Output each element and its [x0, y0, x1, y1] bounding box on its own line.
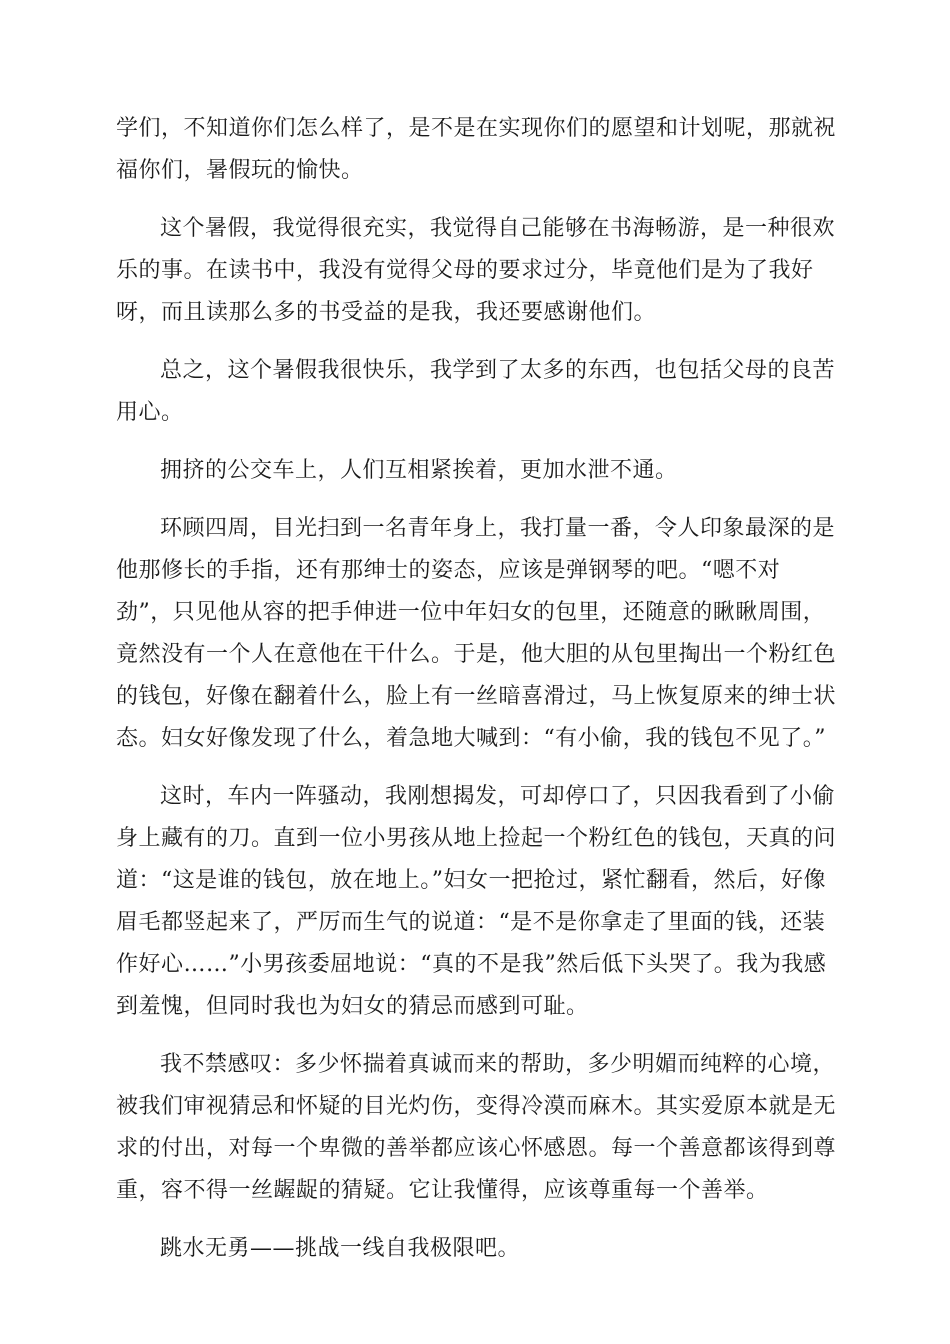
paragraph-7: 我不禁感叹：多少怀揣着真诚而来的帮助，多少明媚而纯粹的心境，被我们审视猜忌和怀疑的目光灼伤，变得冷漠而麻木。其实爱原本就是无求的付出，对每一个卑微的善举都应该心怀感恩。每一个善意都该得到尊重，容不得一丝龌龊的猜疑。它让我懂得，应该尊重每一个善举。	[116, 1052, 837, 1203]
paragraph-8: 跳水无勇——挑战一线自我极限吧。	[160, 1236, 521, 1261]
paragraph-6: 这时，车内一阵骚动，我刚想揭发，可却停口了，只因我看到了小偷身上藏有的刀。直到一位小男孩从地上捡起一个粉红色的钱包，天真的问道：“这是谁的钱包，放在地上。”妇女一把抢过，紧忙翻看，然后，好像眉毛都竖起来了，严厉而生气的说道：“是不是你拿走了里面的钱，还装作好心……”小男孩委屈地说：“真的不是我”然后低下头哭了。我为我感到羞愧，但同时我也为妇女的猜忌而感到可耻。	[116, 784, 837, 1019]
paragraph-2: 这个暑假，我觉得很充实，我觉得自己能够在书海畅游，是一种很欢乐的事。在读书中，我没有觉得父母的要求过分，毕竟他们是为了我好呀，而且读那么多的书受益的是我，我还要感谢他们。	[116, 216, 836, 325]
paragraph-3: 总之，这个暑假我很快乐，我学到了太多的东西，也包括父母的良苦用心。	[116, 358, 836, 425]
paragraph-1: 学们，不知道你们怎么样了，是不是在实现你们的愿望和计划呢，那就祝福你们，暑假玩的愉快。	[116, 116, 837, 183]
document-body	[116, 108, 836, 1286]
paragraph-4: 拥挤的公交车上，人们互相紧挨着，更加水泄不通。	[160, 458, 678, 483]
paragraph-5: 环顾四周，目光扫到一名青年身上，我打量一番，令人印象最深的是他那修长的手指，还有那绅士的姿态，应该是弹钢琴的吧。“嗯不对劲”，只见他从容的把手伸进一位中年妇女的包里，还随意的瞅瞅周围，竟然没有一个人在意他在干什么。于是，他大胆的从包里掏出一个粉红色的钱包，好像在翻着什么，脸上有一丝暗喜滑过，马上恢复原来的绅士状态。妇女好像发现了什么，着急地大喊到：“有小偷，我的钱包不见了。”	[116, 516, 837, 751]
